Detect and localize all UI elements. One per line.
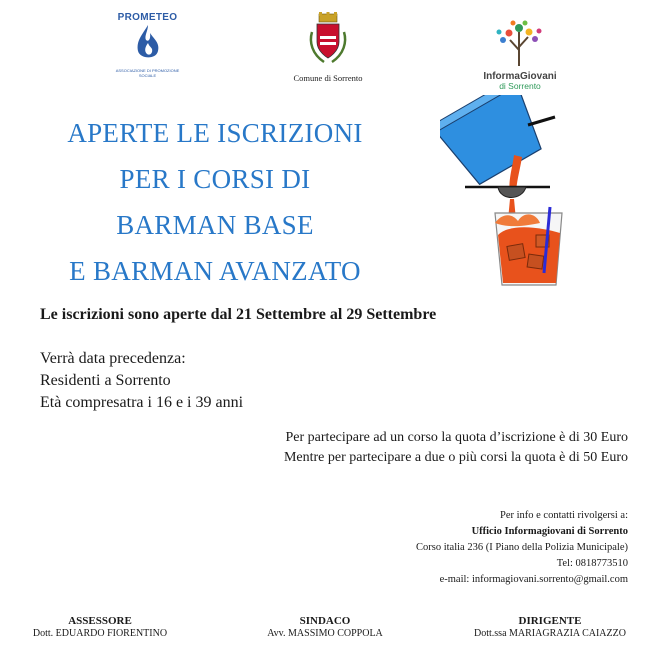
contacts-address: Corso italia 236 (I Piano della Polizia Municipale)	[416, 542, 628, 553]
signature-role: SINDACO	[299, 615, 351, 627]
priority-section	[40, 348, 243, 414]
headline-line-2: PER I CORSI DI	[119, 164, 311, 194]
prometeo-logo	[110, 12, 185, 87]
signature-role: ASSESSORE	[68, 615, 132, 627]
prometeo-subtitle: ASSOCIAZIONE DI PROMOZIONE SOCIALE	[115, 68, 180, 78]
fee-single: Per partecipare ad un corso la quota d’iscrizione è di 30 Euro	[285, 430, 628, 445]
prometeo-name: PROMETEO	[117, 12, 178, 23]
headline-line-3: BARMAN BASE	[116, 210, 314, 240]
informagiovani-name: InformaGiovani	[483, 71, 557, 82]
informagiovani-logo	[460, 20, 580, 91]
flame-icon	[128, 23, 168, 63]
comune-caption: Comune di Sorrento	[293, 73, 363, 83]
tree-icon	[492, 20, 548, 66]
signature-dirigente	[460, 615, 640, 639]
contacts-office: Ufficio Informagiovani di Sorrento	[471, 526, 628, 537]
priority-item: Residenti a Sorrento	[40, 372, 171, 389]
signature-assessore	[10, 615, 190, 639]
comune-logo	[283, 12, 373, 83]
signature-role: DIRIGENTE	[518, 615, 582, 627]
cocktail-illustration	[440, 95, 590, 290]
informagiovani-subtitle: di Sorrento	[499, 81, 541, 91]
contacts-phone: Tel: 0818773510	[556, 558, 628, 569]
signature-name: Dott. EDUARDO FIORENTINO	[32, 628, 168, 639]
priority-title: Verrà data precedenza:	[40, 350, 186, 367]
headline	[30, 110, 400, 294]
coat-of-arms-icon	[306, 12, 350, 66]
signature-name: Dott.ssa MARIAGRAZIA CAIAZZO	[474, 628, 626, 639]
priority-item: Età compresatra i 16 e i 39 anni	[40, 394, 244, 411]
fees-section	[284, 428, 628, 468]
fee-multiple: Mentre per partecipare a due o più corsi la quota è di 50 Euro	[283, 450, 628, 465]
signature-name: Avv. MASSIMO COPPOLA	[267, 628, 383, 639]
headline-line-4: E BARMAN AVANZATO	[69, 256, 361, 286]
contacts-intro: Per info e contatti rivolgersi a:	[499, 510, 628, 521]
signature-sindaco	[235, 615, 415, 639]
registration-dates: Le iscrizioni sono aperte dal 21 Settembre al 29 Settembre	[40, 306, 437, 323]
contacts-email: e-mail: informagiovani.sorrento@gmail.com	[439, 574, 628, 585]
headline-line-1: APERTE LE ISCRIZIONI	[67, 118, 363, 148]
contacts-section	[416, 508, 628, 588]
